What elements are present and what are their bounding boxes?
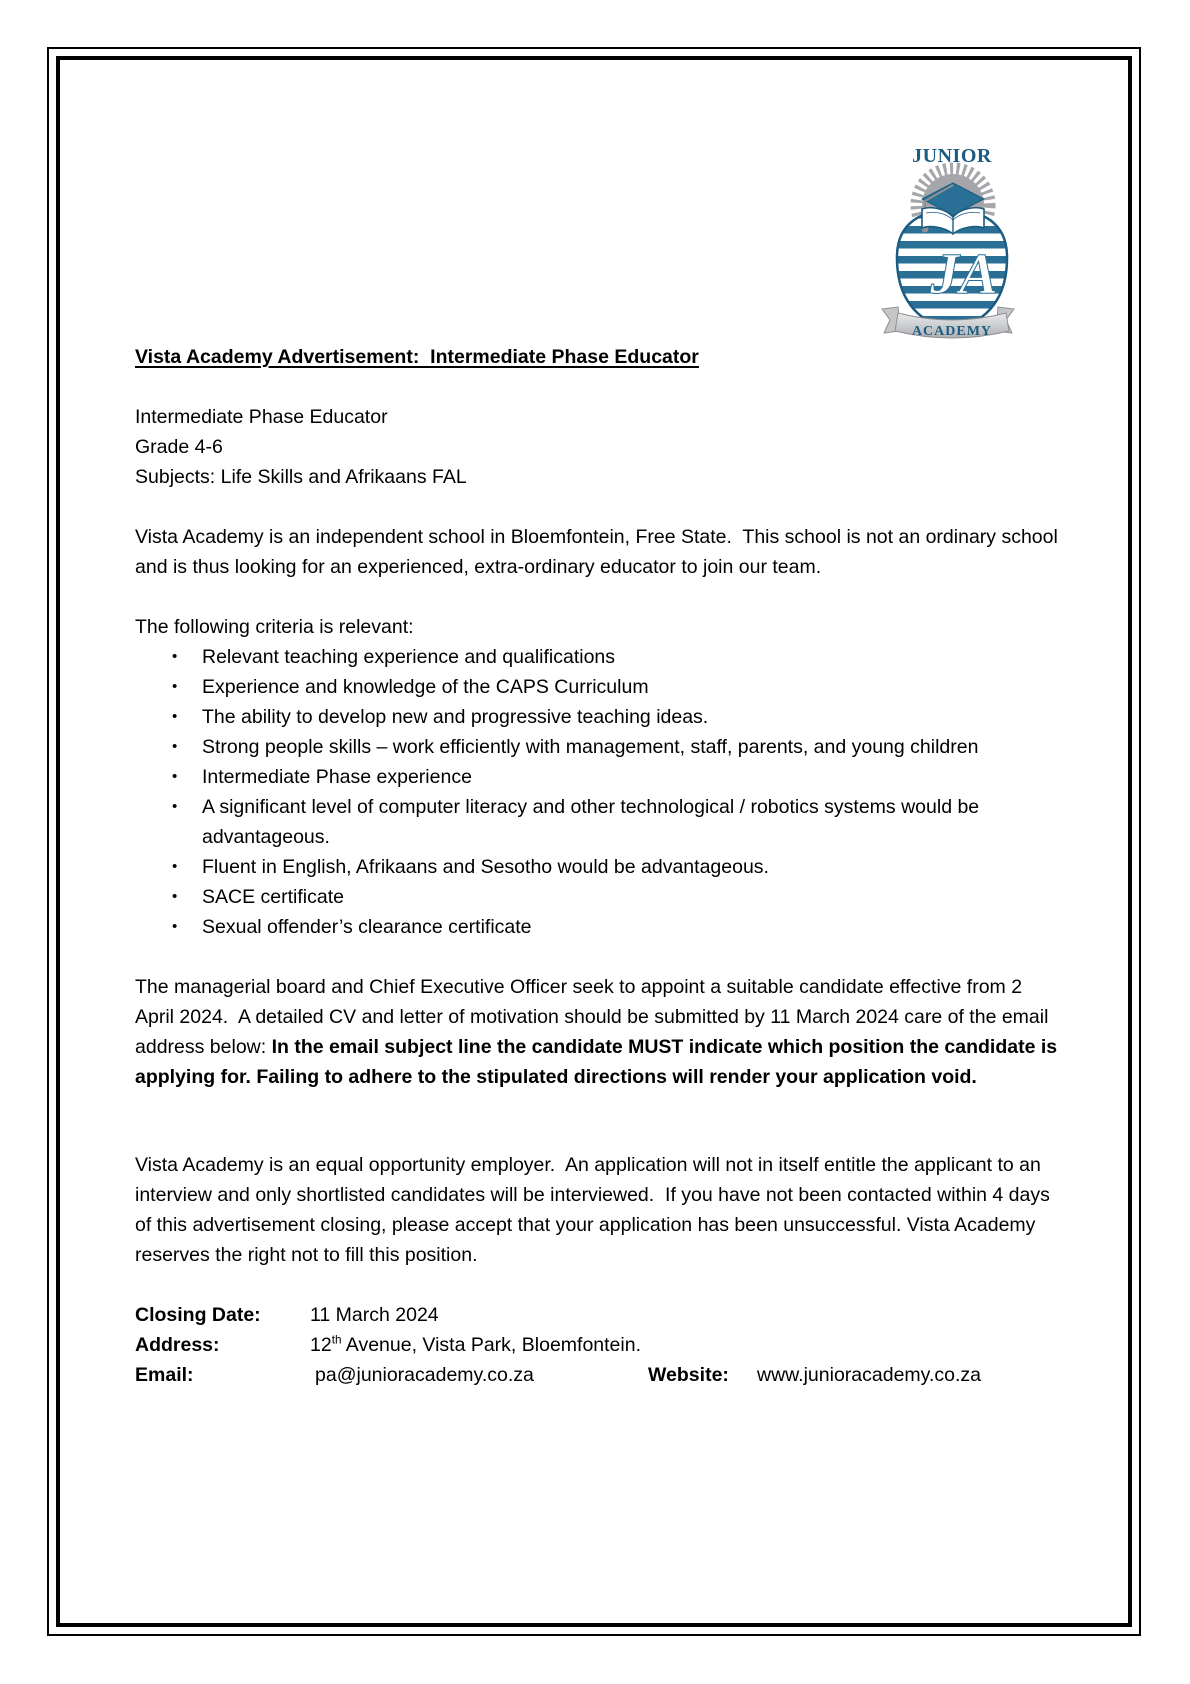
criteria-list — [135, 642, 1063, 942]
junior-academy-logo — [878, 143, 1018, 343]
appointment-text: The managerial board and Chief Executive Officer seek to appoint a suitable candidate effective from 2 April 2024. A detailed CV and letter of motivation should be submitted by 11 March 2024 care of the email address below: — [135, 976, 1054, 1058]
list-item — [172, 732, 1063, 762]
bullet-icon: • — [172, 798, 178, 815]
equal-opportunity-paragraph: Vista Academy is an equal opportunity employer. An application will not in itself entitle the applicant to an interview and only shortlisted candidates will be interviewed. If you have not been contacted within 4 days of this advertisement closing, please accept that your application has been unsuccessful. Vista Academy reserves the right not to fill this position. — [135, 1154, 1056, 1266]
criteria-text: Experience and knowledge of the CAPS Curriculum — [202, 676, 649, 698]
address-value — [310, 1330, 641, 1360]
bullet-icon: • — [172, 678, 178, 695]
bullet-icon: • — [172, 768, 178, 785]
website-value: www.junioracademy.co.za — [757, 1364, 981, 1386]
document-content — [135, 342, 1063, 1390]
page-title: Vista Academy Advertisement: Intermediate Phase Educator — [135, 346, 699, 368]
contact-details — [135, 1300, 1063, 1390]
email-value: pa@junioracademy.co.za — [315, 1364, 534, 1386]
intro-paragraph: Vista Academy is an independent school in Bloemfontein, Free State. This school is not an ordinary school and is thus looking for an experienced, extra-ordinary educator to join our team. — [135, 526, 1064, 578]
criteria-text: SACE certificate — [202, 886, 344, 908]
crest-graphic — [878, 143, 1018, 343]
bullet-icon: • — [172, 708, 178, 725]
criteria-text: A significant level of computer literacy and other technological / robotics systems would be advantageous. — [202, 796, 980, 848]
email-label: Email: — [135, 1364, 194, 1386]
bullet-icon: • — [172, 858, 178, 875]
logo-academy-text: ACADEMY — [911, 324, 993, 339]
criteria-text: The ability to develop new and progressive teaching ideas. — [202, 706, 709, 728]
address-number: 12 — [310, 1334, 332, 1356]
bullet-icon: • — [172, 738, 178, 755]
list-item — [172, 882, 1063, 912]
criteria-text: Sexual offender’s clearance certificate — [202, 916, 532, 938]
list-item — [172, 912, 1063, 942]
logo-junior-text: JUNIOR — [912, 145, 992, 167]
criteria-text: Fluent in English, Afrikaans and Sesotho would be advantageous. — [202, 856, 769, 878]
bullet-icon: • — [172, 888, 178, 905]
address-row — [135, 1330, 1063, 1360]
list-item — [172, 642, 1063, 672]
address-rest: Avenue, Vista Park, Bloemfontein. — [341, 1334, 641, 1356]
criteria-heading: The following criteria is relevant: — [135, 616, 414, 638]
list-item — [172, 762, 1063, 792]
position-line: Grade 4-6 — [135, 436, 223, 458]
appointment-bold-text: In the email subject line the candidate MUST indicate which position the candidate is applying for. Failing to adhere to the stipulated directions will render your application void. — [135, 1036, 1063, 1088]
bullet-icon: • — [172, 648, 178, 665]
position-line: Intermediate Phase Educator — [135, 406, 388, 428]
address-ordinal: th — [331, 1333, 342, 1347]
position-line: Subjects: Life Skills and Afrikaans FAL — [135, 466, 467, 488]
position-summary — [135, 402, 1063, 492]
list-item — [172, 672, 1063, 702]
list-item — [172, 792, 1063, 852]
bullet-icon: • — [172, 918, 178, 935]
list-item — [172, 702, 1063, 732]
list-item — [172, 852, 1063, 882]
closing-date-label: Closing Date: — [135, 1304, 261, 1326]
email-website-row — [135, 1360, 1063, 1390]
logo-monogram: JA — [930, 241, 998, 306]
appointment-paragraph — [135, 972, 1063, 1092]
criteria-text: Intermediate Phase experience — [202, 766, 472, 788]
criteria-text: Strong people skills – work efficiently with management, staff, parents, and young children — [202, 736, 979, 758]
closing-date-value: 11 March 2024 — [310, 1304, 439, 1326]
website-label: Website: — [648, 1364, 729, 1386]
closing-date-row — [135, 1300, 1063, 1330]
criteria-text: Relevant teaching experience and qualifications — [202, 646, 616, 668]
address-label: Address: — [135, 1334, 220, 1356]
